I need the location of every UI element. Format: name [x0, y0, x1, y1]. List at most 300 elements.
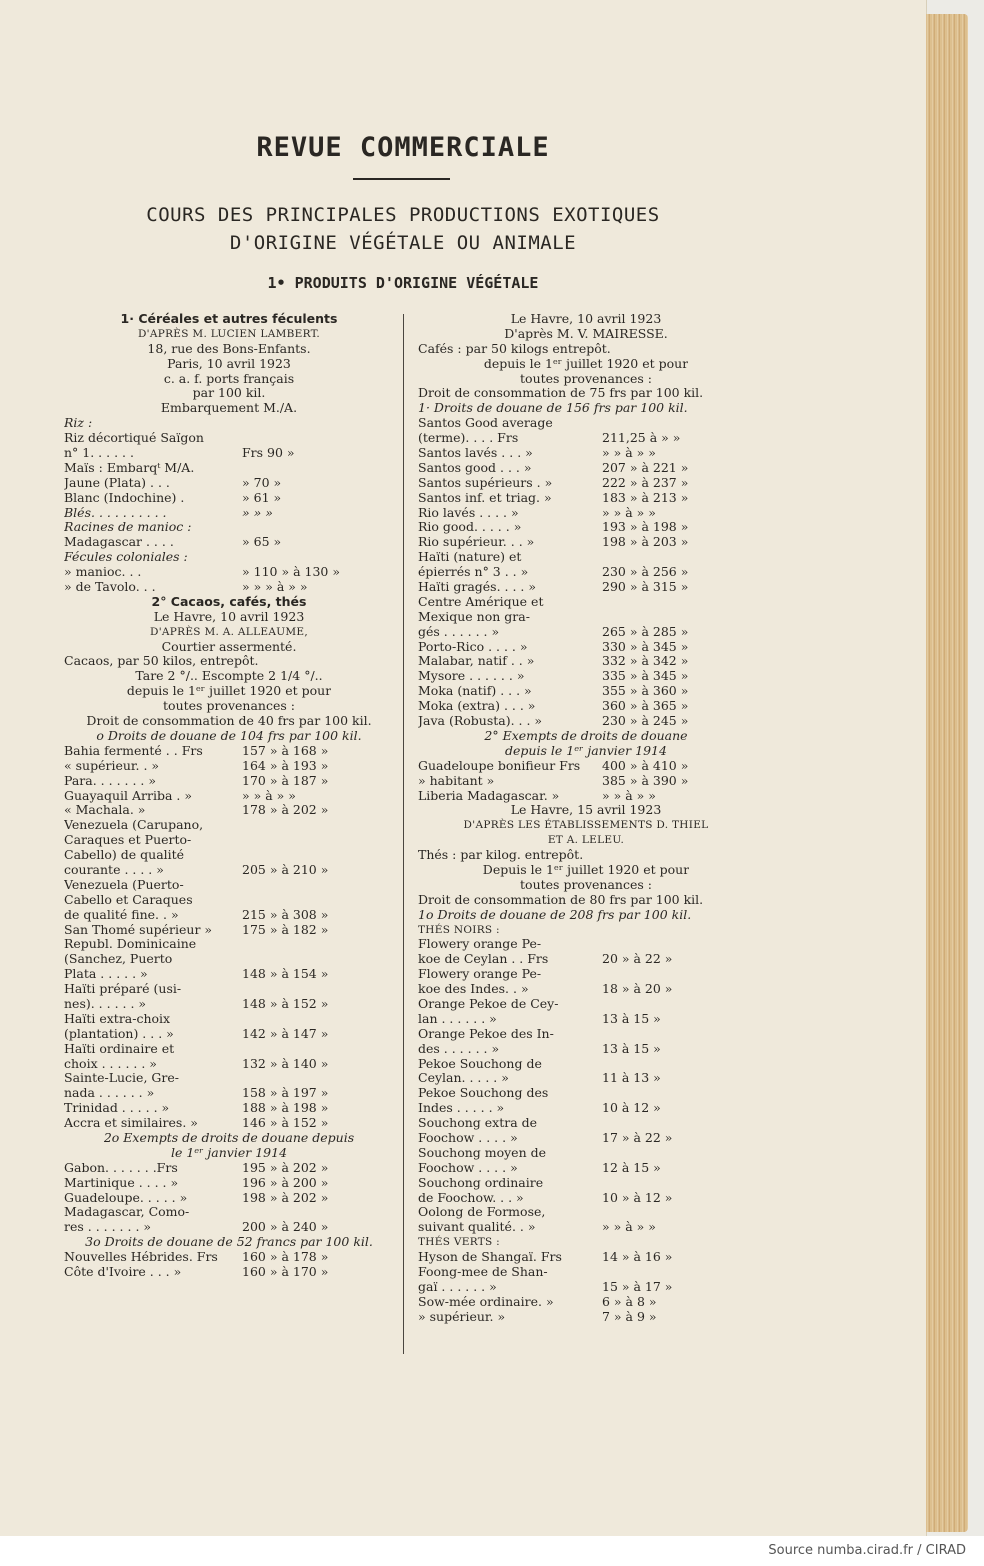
price-values: 230 » à 245 » — [602, 713, 689, 729]
line-text: suivant qualité. . » — [418, 1220, 536, 1235]
line-text: Madagascar, Como- — [64, 1205, 190, 1220]
line-text: depuis le 1ᵉʳ juillet 1920 et pour — [126, 684, 332, 699]
price-values: 146 » à 152 » — [242, 1115, 329, 1131]
line-text: Cafés : par 50 kilogs entrepôt. — [418, 341, 611, 356]
line-text: » supérieur. » — [418, 1309, 506, 1324]
column-divider — [403, 314, 404, 1354]
left-line — [64, 774, 394, 789]
right-line — [418, 1295, 754, 1310]
line-text: Riz : — [64, 416, 93, 431]
line-text: Malabar, natif . . » — [418, 654, 535, 669]
line-text: Tare 2 °/.. Escompte 2 1/4 °/.. — [135, 669, 323, 684]
line-text: 2° Cacaos, cafés, thés — [151, 594, 307, 609]
left-line — [64, 312, 394, 327]
source-credit: Source numba.cirad.fr / CIRAD — [768, 1543, 966, 1558]
right-line — [418, 476, 754, 491]
right-line — [418, 640, 754, 655]
right-line — [418, 803, 754, 818]
section-heading: 1• PRODUITS D'ORIGINE VÉGÉTALE — [267, 274, 539, 292]
price-values: 215 » à 308 » — [242, 906, 329, 922]
line-text: Haïti (nature) et — [418, 550, 522, 565]
line-text: 18, rue des Bons-Enfants. — [147, 341, 311, 356]
line-text: Haïti préparé (usi- — [64, 982, 182, 997]
price-values: 142 » à 147 » — [242, 1025, 329, 1041]
line-text: Rio good. . . . . » — [418, 520, 522, 535]
left-line — [64, 401, 394, 416]
right-line — [418, 1280, 754, 1295]
left-line — [64, 1027, 394, 1042]
line-text: choix . . . . . . » — [64, 1056, 157, 1071]
line-text: » manioc. . . — [64, 565, 142, 580]
price-values: 15 » à 17 » — [602, 1278, 673, 1294]
line-text: (terme). . . . Frs — [418, 431, 519, 446]
line-text: Mysore . . . . . . » — [418, 669, 525, 684]
line-text: Porto-Rico . . . . » — [418, 639, 528, 654]
right-line — [418, 893, 754, 908]
right-line — [418, 937, 754, 952]
price-values: 20 » à 22 » — [602, 951, 673, 967]
left-line — [64, 535, 394, 550]
right-line — [418, 669, 754, 684]
price-values: 198 » à 203 » — [602, 534, 689, 550]
right-line — [418, 625, 754, 640]
price-values: 205 » à 210 » — [242, 861, 329, 877]
right-line — [418, 759, 754, 774]
price-values: » » à » » — [602, 787, 656, 803]
left-line — [64, 863, 394, 878]
right-line — [418, 1012, 754, 1027]
right-line — [418, 520, 754, 535]
price-values: 330 » à 345 » — [602, 638, 689, 654]
line-text: Para. . . . . . . » — [64, 773, 157, 788]
price-values: 160 » à 178 » — [242, 1249, 329, 1265]
right-line — [418, 386, 754, 401]
price-values: » » » — [242, 504, 273, 520]
price-values: 198 » à 202 » — [242, 1189, 329, 1205]
title-rule — [353, 178, 450, 180]
line-text: Racines de manioc : — [64, 520, 192, 535]
left-line — [64, 818, 394, 833]
price-values: 193 » à 198 » — [602, 519, 689, 535]
price-values: 164 » à 193 » — [242, 757, 329, 773]
line-text: Mexique non gra- — [418, 609, 530, 624]
left-line — [64, 923, 394, 938]
right-line — [418, 580, 754, 595]
left-line — [64, 1012, 394, 1027]
right-line — [418, 774, 754, 789]
price-values: 195 » à 202 » — [242, 1159, 329, 1175]
price-values: 222 » à 237 » — [602, 474, 689, 490]
price-values: 7 » à 9 » — [602, 1308, 657, 1324]
left-line — [64, 1220, 394, 1235]
line-text: Droit de consommation de 80 frs par 100 kil. — [418, 892, 704, 907]
subtitle-line-2: D'ORIGINE VÉGÉTALE OU ANIMALE — [229, 232, 577, 254]
left-line — [64, 952, 394, 967]
line-text: Courtier assermenté. — [161, 639, 297, 654]
left-line — [64, 878, 394, 893]
right-line — [418, 1146, 754, 1161]
line-text: Moka (extra) . . . » — [418, 699, 536, 714]
line-text: toutes provenances : — [163, 699, 295, 714]
line-text: Sainte-Lucie, Gre- — [64, 1071, 179, 1086]
subtitle-line-1: COURS DES PRINCIPALES PRODUCTIONS EXOTIQUES — [146, 204, 660, 226]
right-line — [418, 908, 754, 923]
line-text: THÉS VERTS : — [418, 1236, 500, 1249]
right-line — [418, 491, 754, 506]
right-line — [418, 1176, 754, 1191]
right-line — [418, 878, 754, 893]
left-line — [64, 997, 394, 1012]
price-values: 10 à 12 » — [602, 1100, 661, 1116]
line-text: D'APRÈS M. LUCIEN LAMBERT. — [137, 327, 321, 340]
line-text: Thés : par kilog. entrepôt. — [418, 848, 584, 863]
line-text: koe des Indes. . » — [418, 982, 529, 997]
line-text: courante . . . . » — [64, 862, 164, 877]
price-values: » 110 » à 130 » — [242, 564, 340, 580]
line-text: Orange Pekoe des In- — [418, 1026, 554, 1041]
line-text: ET A. LELEU. — [547, 834, 625, 847]
price-values: 13 à 15 » — [602, 1040, 661, 1056]
price-values: 132 » à 140 » — [242, 1055, 329, 1071]
right-line — [418, 1042, 754, 1057]
line-text: Indes . . . . . » — [418, 1101, 505, 1116]
right-line — [418, 997, 754, 1012]
line-text: n° 1. . . . . . — [64, 446, 134, 461]
line-text: Accra et similaires. » — [64, 1116, 198, 1131]
line-text: depuis le 1ᵉʳ janvier 1914 — [505, 743, 667, 758]
price-values: 196 » à 200 » — [242, 1174, 329, 1190]
line-text: Venezuela (Carupano, — [64, 818, 204, 833]
line-text: gés . . . . . . » — [418, 624, 500, 639]
right-line — [418, 729, 754, 744]
right-line — [418, 1057, 754, 1072]
left-line — [64, 893, 394, 908]
left-line — [64, 1101, 394, 1116]
left-line — [64, 1250, 394, 1265]
line-text: Côte d'Ivoire . . . » — [64, 1265, 182, 1279]
left-line — [64, 461, 394, 476]
price-values: » » à » » — [602, 445, 656, 461]
line-text: Santos lavés . . . » — [418, 446, 533, 461]
line-text: 2o Exempts de droits de douane depuis — [103, 1130, 355, 1145]
line-text: Riz décortiqué Saïgon — [64, 431, 204, 446]
right-line — [418, 506, 754, 521]
left-line — [64, 1265, 394, 1280]
line-text: 1· Droits de douane de 156 frs par 100 kil. — [418, 401, 688, 416]
left-line — [64, 744, 394, 759]
right-line — [418, 327, 754, 342]
line-text: Gabon. . . . . . .Frs — [64, 1160, 178, 1175]
left-line — [64, 580, 394, 595]
price-values: Frs 90 » — [242, 445, 295, 461]
price-values: 6 » à 8 » — [602, 1293, 657, 1309]
price-values: 183 » à 213 » — [602, 489, 689, 505]
line-text: Souchong moyen de — [418, 1145, 547, 1160]
line-text: Paris, 10 avril 1923 — [167, 356, 291, 371]
page-edges — [926, 14, 968, 1532]
line-text: toutes provenances : — [520, 877, 652, 892]
line-text: » de Tavolo. . . — [64, 580, 156, 595]
right-line — [418, 595, 754, 610]
price-values: » 65 » — [242, 534, 282, 550]
line-text: « Machala. » — [64, 803, 146, 818]
left-line — [64, 565, 394, 580]
right-line — [418, 1086, 754, 1101]
right-line — [418, 818, 754, 833]
page-title: REVUE COMMERCIALE — [256, 132, 550, 163]
line-text: THÉS NOIRS : — [418, 923, 500, 936]
line-text: Guadeloupe. . . . . » — [64, 1190, 188, 1205]
line-text: » habitant » — [418, 773, 495, 788]
price-values: » 70 » — [242, 474, 282, 490]
line-text: 1· Céréales et autres féculents — [120, 312, 338, 326]
left-line — [64, 1131, 394, 1146]
line-text: Sow-mée ordinaire. » — [418, 1294, 554, 1309]
right-line — [418, 1235, 754, 1250]
left-line — [64, 610, 394, 625]
price-values: 332 » à 342 » — [602, 653, 689, 669]
line-text: 3o Droits de douane de 52 francs par 100 kil. — [85, 1235, 373, 1250]
right-line — [418, 863, 754, 878]
line-text: Jaune (Plata) . . . — [64, 475, 170, 490]
right-line — [418, 1027, 754, 1042]
price-values: 207 » à 221 » — [602, 459, 689, 475]
line-text: Pekoe Souchong des — [418, 1086, 549, 1101]
line-text: Flowery orange Pe- — [418, 967, 542, 982]
line-text: Blés. . . . . . . . . . — [64, 505, 167, 520]
right-line — [418, 550, 754, 565]
line-text: D'APRÈS M. A. ALLEAUME, — [149, 625, 309, 638]
right-line — [418, 1310, 754, 1325]
line-text: Fécules coloniales : — [64, 550, 188, 565]
left-line — [64, 342, 394, 357]
price-values: » » » à » » — [242, 579, 308, 595]
line-text: Haïti ordinaire et — [64, 1041, 175, 1056]
line-text: D'APRÈS LES ÉTABLISSEMENTS D. THIEL — [463, 819, 709, 832]
left-line — [64, 699, 394, 714]
left-line — [64, 803, 394, 818]
right-line — [418, 967, 754, 982]
line-text: Moka (natif) . . . » — [418, 684, 532, 699]
price-values: 170 » à 187 » — [242, 772, 329, 788]
line-text: Droit de consommation de 40 frs par 100 kil. — [86, 714, 372, 729]
line-text: Venezuela (Puerto- — [64, 877, 184, 892]
left-line — [64, 625, 394, 640]
left-line — [64, 446, 394, 461]
left-line — [64, 654, 394, 669]
right-line — [418, 401, 754, 416]
line-text: Pekoe Souchong de — [418, 1056, 542, 1071]
line-text: D'après M. V. MAIRESSE. — [504, 326, 668, 341]
line-text: Le Havre, 15 avril 1923 — [510, 803, 662, 818]
price-values: 160 » à 170 » — [242, 1264, 329, 1279]
right-line — [418, 1191, 754, 1206]
left-line — [64, 357, 394, 372]
left-line — [64, 714, 394, 729]
left-line — [64, 595, 394, 610]
left-line — [64, 386, 394, 401]
left-line — [64, 550, 394, 565]
left-line — [64, 833, 394, 848]
line-text: Guadeloupe bonifieur Frs — [418, 758, 581, 773]
line-text: Rio lavés . . . . » — [418, 505, 519, 520]
left-line — [64, 789, 394, 804]
line-text: gaï . . . . . . » — [418, 1279, 497, 1294]
price-values: 335 » à 345 » — [602, 668, 689, 684]
line-text: Souchong extra de — [418, 1116, 538, 1131]
price-values: 211,25 à » » — [602, 430, 681, 446]
right-line — [418, 535, 754, 550]
price-values: » » à » » — [602, 504, 656, 520]
line-text: Le Havre, 10 avril 1923 — [153, 609, 305, 624]
left-line — [64, 759, 394, 774]
line-text: Bahia fermenté . . Frs — [64, 743, 203, 758]
price-values: 157 » à 168 » — [242, 742, 329, 758]
left-line — [64, 1042, 394, 1057]
line-text: Martinique . . . . » — [64, 1175, 179, 1190]
line-text: Blanc (Indochine) . — [64, 490, 185, 505]
right-line — [418, 952, 754, 967]
line-text: Embarquement M./A. — [160, 401, 298, 416]
line-text: nada . . . . . . » — [64, 1086, 155, 1101]
right-line — [418, 565, 754, 580]
left-line — [64, 520, 394, 535]
right-line — [418, 1265, 754, 1280]
line-text: Maïs : Embarqᵗ M/A. — [64, 460, 195, 475]
right-line — [418, 923, 754, 938]
price-values: 17 » à 22 » — [602, 1129, 673, 1145]
line-text: Republ. Dominicaine — [64, 937, 197, 952]
right-line — [418, 1131, 754, 1146]
left-line — [64, 1116, 394, 1131]
line-text: Depuis le 1ᵉʳ juillet 1920 et pour — [482, 862, 690, 877]
line-text: Santos inf. et triag. » — [418, 490, 552, 505]
price-values: » » à » » — [602, 1219, 656, 1235]
right-line — [418, 1220, 754, 1235]
right-line — [418, 372, 754, 387]
line-text: depuis le 1ᵉʳ juillet 1920 et pour — [483, 356, 689, 371]
line-text: Haïti extra-choix — [64, 1011, 171, 1026]
price-values: 10 » à 12 » — [602, 1189, 673, 1205]
left-line — [64, 416, 394, 431]
right-line — [418, 1071, 754, 1086]
price-values: 400 » à 410 » — [602, 757, 689, 773]
left-line — [64, 1071, 394, 1086]
line-text: Rio supérieur. . . » — [418, 535, 535, 550]
right-line — [418, 833, 754, 848]
left-line — [64, 1057, 394, 1072]
line-text: Orange Pekoe de Cey- — [418, 996, 559, 1011]
left-line — [64, 1205, 394, 1220]
left-line — [64, 491, 394, 506]
price-values: 14 » à 16 » — [602, 1249, 673, 1265]
left-line — [64, 640, 394, 655]
right-line — [418, 699, 754, 714]
price-values: 200 » à 240 » — [242, 1219, 329, 1235]
line-text: c. a. f. ports français — [163, 371, 295, 386]
right-line — [418, 848, 754, 863]
line-text: 1o Droits de douane de 208 frs par 100 kil. — [418, 907, 692, 922]
line-text: Cabello) de qualité — [64, 848, 185, 863]
line-text: Guayaquil Arriba . » — [64, 788, 193, 803]
line-text: Haïti gragés. . . . » — [418, 580, 537, 595]
right-line — [418, 461, 754, 476]
left-column — [64, 312, 394, 1280]
price-values: 148 » à 154 » — [242, 966, 329, 982]
right-line — [418, 446, 754, 461]
right-column — [418, 312, 754, 1325]
price-values: 360 » à 365 » — [602, 698, 689, 714]
line-text: Java (Robusta). . . » — [418, 714, 543, 729]
price-values: 178 » à 202 » — [242, 802, 329, 818]
right-line — [418, 342, 754, 357]
line-text: Santos supérieurs . » — [418, 475, 553, 490]
left-line — [64, 1191, 394, 1206]
right-line — [418, 1250, 754, 1265]
right-line — [418, 1161, 754, 1176]
line-text: (plantation) . . . » — [64, 1026, 174, 1041]
left-line — [64, 908, 394, 923]
line-text: San Thomé supérieur » — [64, 922, 213, 937]
line-text: Foochow . . . . » — [418, 1130, 518, 1145]
line-text: Plata . . . . . » — [64, 967, 148, 982]
left-line — [64, 506, 394, 521]
price-values: 13 à 15 » — [602, 1010, 661, 1026]
line-text: Flowery orange Pe- — [418, 937, 542, 952]
right-line — [418, 312, 754, 327]
right-line — [418, 1101, 754, 1116]
line-text: le 1ᵉʳ janvier 1914 — [170, 1145, 288, 1160]
line-text: Liberia Madagascar. » — [418, 788, 560, 803]
line-text: Foochow . . . . » — [418, 1160, 518, 1175]
left-line — [64, 372, 394, 387]
left-line — [64, 1176, 394, 1191]
right-line — [418, 431, 754, 446]
line-text: res . . . . . . . » — [64, 1220, 152, 1235]
line-text: des . . . . . . » — [418, 1041, 500, 1056]
price-values: 11 à 13 » — [602, 1070, 661, 1086]
left-line — [64, 967, 394, 982]
line-text: de qualité fine. . » — [64, 907, 179, 922]
line-text: Droit de consommation de 75 frs par 100 kil. — [418, 386, 704, 401]
right-line — [418, 714, 754, 729]
left-line — [64, 431, 394, 446]
left-line — [64, 1161, 394, 1176]
price-values: 188 » à 198 » — [242, 1100, 329, 1116]
left-line — [64, 848, 394, 863]
price-values: 12 à 15 » — [602, 1159, 661, 1175]
price-values: 158 » à 197 » — [242, 1085, 329, 1101]
right-line — [418, 684, 754, 699]
line-text: Ceylan. . . . . » — [418, 1071, 509, 1086]
line-text: de Foochow. . . » — [418, 1190, 524, 1205]
right-line — [418, 789, 754, 804]
right-line — [418, 744, 754, 759]
line-text: Souchong ordinaire — [418, 1175, 544, 1190]
line-text: toutes provenances : — [520, 371, 652, 386]
left-line — [64, 669, 394, 684]
right-line — [418, 416, 754, 431]
line-text: Hyson de Shangaï. Frs — [418, 1250, 562, 1265]
line-text: Foong-mee de Shan- — [418, 1265, 548, 1279]
price-values: 355 » à 360 » — [602, 683, 689, 699]
left-line — [64, 1235, 394, 1250]
line-text: Madagascar . . . . — [64, 535, 174, 550]
line-text: Santos Good average — [418, 416, 553, 431]
line-text: par 100 kil. — [192, 386, 266, 401]
right-line — [418, 610, 754, 625]
right-line — [418, 982, 754, 997]
